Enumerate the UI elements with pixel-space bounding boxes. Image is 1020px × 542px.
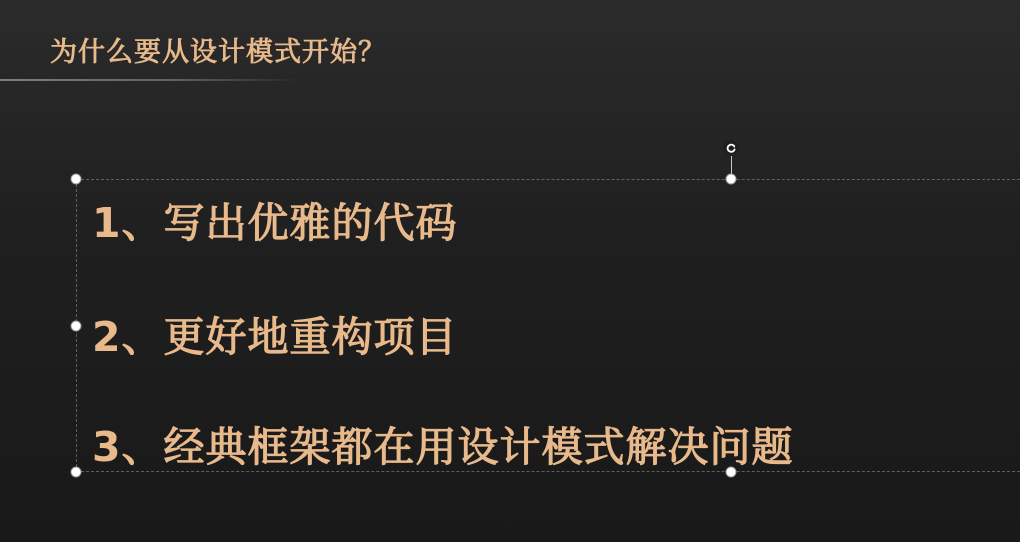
resize-handle-top-middle[interactable]	[726, 174, 737, 185]
rotate-icon[interactable]	[723, 140, 739, 156]
list-item-3: 3、经典框架都在用设计模式解决问题	[92, 423, 794, 471]
resize-handle-top-left[interactable]	[71, 174, 82, 185]
rotate-connector	[731, 156, 732, 174]
resize-handle-middle-left[interactable]	[71, 321, 82, 332]
list-item-2: 2、更好地重构项目	[92, 313, 458, 361]
list-item-1: 1、写出优雅的代码	[92, 199, 458, 247]
title-underline	[0, 79, 300, 81]
resize-handle-bottom-left[interactable]	[71, 467, 82, 478]
slide-title: 为什么要从设计模式开始？	[50, 37, 386, 68]
